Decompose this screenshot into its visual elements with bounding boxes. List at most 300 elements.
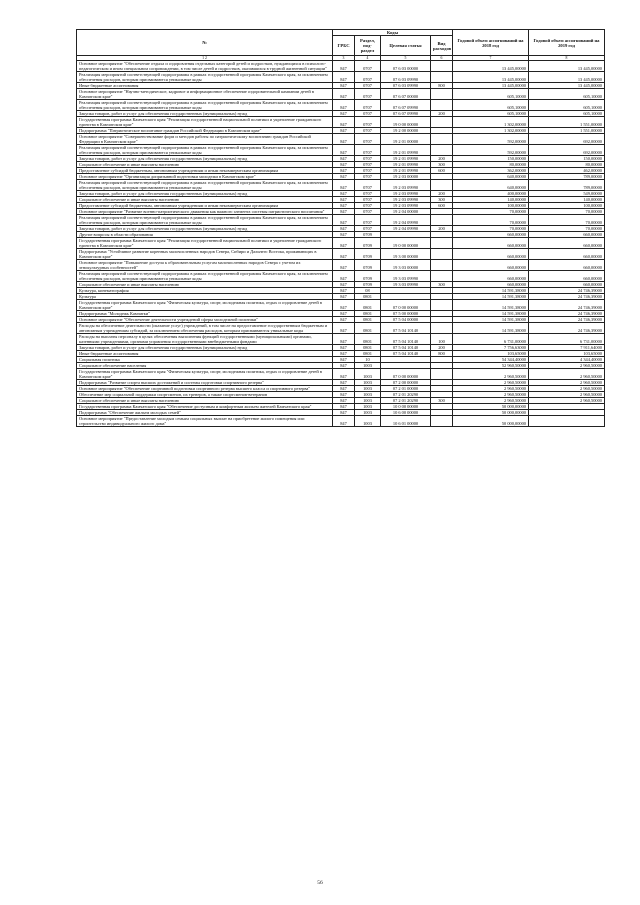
- cell-razdel: 1003: [355, 380, 381, 386]
- table-row: [77, 72, 605, 83]
- cell-amount-2018: 7 756,63000: [453, 345, 529, 351]
- cell-razdel: 0709: [355, 282, 381, 288]
- cell-amount-2018: 14 591,38000: [453, 300, 529, 311]
- cell-target-article: 07 5 04 10140: [381, 345, 431, 351]
- cell-target-article: 07 5 00 00000: [381, 311, 431, 317]
- table-row: [77, 271, 605, 282]
- cell-amount-2019: 692,00000: [529, 134, 605, 145]
- cell-amount-2019: 605,10000: [529, 111, 605, 117]
- table-row: [77, 89, 605, 100]
- cell-amount-2019: 150,00000: [529, 156, 605, 162]
- cell-expense-type: [431, 215, 453, 226]
- cell-expense-type: 300: [431, 162, 453, 168]
- cell-name: Социальное обеспечение и иные выплаты населению: [77, 282, 333, 288]
- cell-razdel: 1003: [355, 416, 381, 427]
- cell-grbs: 847: [333, 156, 355, 162]
- cell-expense-type: 200: [431, 345, 453, 351]
- index-cell: 1 2: [77, 56, 333, 61]
- header-number: №: [77, 30, 333, 56]
- cell-amount-2019: 2 960,50000: [529, 386, 605, 392]
- cell-target-article: 19 2 03 09990: [381, 180, 431, 191]
- cell-amount-2018: 14 591,38000: [453, 288, 529, 294]
- cell-target-article: 19 0 00 00000: [381, 238, 431, 249]
- cell-razdel: 0709: [355, 249, 381, 260]
- cell-razdel: 0707: [355, 111, 381, 117]
- cell-amount-2019: 660,00000: [529, 271, 605, 282]
- cell-amount-2019: 13 445,00000: [529, 83, 605, 89]
- cell-name: Подпрограмма "Обеспечение жильем молодых семей": [77, 410, 333, 416]
- table-row: [77, 226, 605, 232]
- cell-amount-2019: 660,00000: [529, 282, 605, 288]
- index-cell: 6: [431, 56, 453, 61]
- cell-grbs: 847: [333, 260, 355, 271]
- cell-amount-2019: 2 960,50000: [529, 369, 605, 380]
- cell-razdel: 0801: [355, 294, 381, 300]
- table-row: [77, 215, 605, 226]
- cell-name: Расходы на выплаты персоналу в целях обеспечения выполнения функций государственными (муниципальными) органами, казенными учреждениями, органами управления государственными внебюджетными фондами: [77, 334, 333, 345]
- cell-grbs: 847: [333, 145, 355, 156]
- cell-amount-2018: 640,00000: [453, 180, 529, 191]
- table-row: [77, 145, 605, 156]
- cell-target-article: 19 3 03 09990: [381, 271, 431, 282]
- cell-name: Реализация мероприятий соответствующей подпрограммы в рамках государственной программы Камчатского края, за исключением обеспечения расходов, которым присваиваются уникальные коды: [77, 72, 333, 83]
- cell-grbs: 847: [333, 203, 355, 209]
- cell-amount-2019: 70,00000: [529, 226, 605, 232]
- index-cell: 4: [355, 56, 381, 61]
- cell-amount-2018: 660,00000: [453, 260, 529, 271]
- cell-grbs: 847: [333, 61, 355, 72]
- cell-razdel: 0709: [355, 238, 381, 249]
- cell-grbs: 847: [333, 386, 355, 392]
- cell-amount-2019: 462,00000: [529, 168, 605, 174]
- cell-amount-2019: 13 445,00000: [529, 72, 605, 83]
- cell-amount-2019: 2 960,50000: [529, 363, 605, 369]
- cell-amount-2019: 660,00000: [529, 238, 605, 249]
- cell-amount-2018: 2 960,50000: [453, 380, 529, 386]
- cell-target-article: 19 2 01 09990: [381, 156, 431, 162]
- cell-razdel: 0801: [355, 300, 381, 311]
- cell-amount-2018: 2 960,50000: [453, 369, 529, 380]
- cell-razdel: 0707: [355, 89, 381, 100]
- header-2018: Годовой объем ассигнований на 2018 год: [453, 30, 529, 56]
- cell-grbs: 847: [333, 209, 355, 215]
- cell-razdel: 0707: [355, 209, 381, 215]
- cell-expense-type: 600: [431, 203, 453, 209]
- cell-name: Основное мероприятие "Совершенствование форм и методов работы по патриотическому воспитанию граждан Российской Федерации в Камчатском крае": [77, 134, 333, 145]
- table-row: [77, 345, 605, 351]
- table-row: [77, 134, 605, 145]
- cell-grbs: 847: [333, 191, 355, 197]
- cell-name: Основное мероприятие "Предоставление молодым семьям социальных выплат на приобретение жилого помещения или строительство индивидуального жилого дома": [77, 416, 333, 427]
- cell-razdel: 0707: [355, 128, 381, 134]
- cell-target-article: 19 2 01 09990: [381, 168, 431, 174]
- table-row: [77, 100, 605, 111]
- cell-name: Основное мероприятие "Развитие военно-патриотического движения как важного элемента системы патриотического воспитания": [77, 209, 333, 215]
- cell-name: Основное мероприятие "Организация допризывной подготовки молодежи в Камчатском крае": [77, 174, 333, 180]
- cell-expense-type: 200: [431, 226, 453, 232]
- cell-amount-2018: 54 344,40000: [453, 357, 529, 363]
- cell-amount-2019: 660,00000: [529, 249, 605, 260]
- cell-name: Социальное обеспечение и иные выплаты населению: [77, 197, 333, 203]
- cell-amount-2018: 103,65000: [453, 351, 529, 357]
- cell-razdel: 1003: [355, 386, 381, 392]
- cell-razdel: 1003: [355, 392, 381, 398]
- table-row: [77, 386, 605, 392]
- table-row: [77, 162, 605, 168]
- cell-target-article: 07 6 07 09990: [381, 100, 431, 111]
- cell-razdel: 0707: [355, 174, 381, 180]
- table-row: [77, 398, 605, 404]
- cell-amount-2019: 140,00000: [529, 197, 605, 203]
- cell-amount-2019: 605,10000: [529, 100, 605, 111]
- table-row: [77, 203, 605, 209]
- cell-expense-type: 300: [431, 398, 453, 404]
- cell-grbs: 847: [333, 168, 355, 174]
- cell-grbs: 847: [333, 249, 355, 260]
- cell-expense-type: [431, 416, 453, 427]
- cell-amount-2019: 24 746,39000: [529, 288, 605, 294]
- cell-target-article: 19 2 03 09990: [381, 191, 431, 197]
- cell-razdel: 0801: [355, 334, 381, 345]
- table-row: [77, 117, 605, 128]
- table-row: [77, 260, 605, 271]
- cell-razdel: 0707: [355, 197, 381, 203]
- cell-grbs: 847: [333, 392, 355, 398]
- cell-expense-type: [431, 117, 453, 128]
- cell-amount-2019: 13 445,00000: [529, 61, 605, 72]
- cell-expense-type: 200: [431, 111, 453, 117]
- cell-grbs: 847: [333, 345, 355, 351]
- cell-grbs: 847: [333, 111, 355, 117]
- cell-amount-2019: 103,65000: [529, 351, 605, 357]
- cell-amount-2019: 549,00000: [529, 191, 605, 197]
- cell-razdel: 0707: [355, 134, 381, 145]
- cell-target-article: 19 2 01 09990: [381, 162, 431, 168]
- cell-name: Основное мероприятие "Обеспечение спортивной подготовки спортивного резерва высшего класса и спортивного резерва": [77, 386, 333, 392]
- cell-target-article: 07 6 07 09990: [381, 111, 431, 117]
- cell-expense-type: [431, 260, 453, 271]
- cell-target-article: 07 2 00 00000: [381, 380, 431, 386]
- cell-amount-2019: 7 911,64000: [529, 345, 605, 351]
- cell-name: Социальное обеспечение и иные выплаты населению: [77, 398, 333, 404]
- cell-grbs: 847: [333, 174, 355, 180]
- cell-amount-2019: 24 746,39000: [529, 317, 605, 323]
- cell-amount-2018: 660,00000: [453, 238, 529, 249]
- cell-amount-2019: 24 746,39000: [529, 311, 605, 317]
- cell-grbs: 847: [333, 416, 355, 427]
- cell-grbs: 847: [333, 317, 355, 323]
- table-row: [77, 404, 605, 410]
- cell-grbs: 847: [333, 215, 355, 226]
- cell-grbs: 847: [333, 180, 355, 191]
- cell-target-article: 07 6 03 09990: [381, 83, 431, 89]
- cell-amount-2019: 2 960,50000: [529, 392, 605, 398]
- table-row: [77, 249, 605, 260]
- cell-grbs: 847: [333, 134, 355, 145]
- cell-name: Культура, кинематография: [77, 288, 333, 294]
- cell-amount-2019: 24 746,39000: [529, 294, 605, 300]
- cell-name: Закупка товаров, работ и услуг для обеспечения государственных (муниципальных) нужд: [77, 345, 333, 351]
- cell-razdel: 10: [355, 357, 381, 363]
- cell-name: Расходы на обеспечение деятельности (оказание услуг) учреждений, в том числе на предоставление государственным бюджетным и автономным учреждениям субсидий, за исключением обеспечения расходов, которым присваиваются уникальные коды: [77, 323, 333, 334]
- cell-grbs: 847: [333, 300, 355, 311]
- cell-name: Закупка товаров, работ и услуг для обеспечения государственных (муниципальных) нужд: [77, 226, 333, 232]
- cell-target-article: 07 0 00 00000: [381, 300, 431, 311]
- cell-razdel: 0709: [355, 232, 381, 238]
- cell-razdel: 0801: [355, 311, 381, 317]
- cell-amount-2018: 605,10000: [453, 111, 529, 117]
- cell-target-article: 07 5 04 10140: [381, 323, 431, 334]
- cell-expense-type: [431, 369, 453, 380]
- cell-name: Реализация мероприятий соответствующей подпрограммы в рамках государственной программы Камчатского края, за исключением обеспечения расходов, которым присваиваются уникальные коды: [77, 100, 333, 111]
- cell-expense-type: 300: [431, 197, 453, 203]
- cell-target-article: 07 6 03 00000: [381, 61, 431, 72]
- cell-target-article: 07 5 04 10140: [381, 334, 431, 345]
- cell-amount-2019: 660,00000: [529, 232, 605, 238]
- cell-amount-2019: 605,10000: [529, 89, 605, 100]
- table-body: [77, 56, 605, 427]
- cell-razdel: 0801: [355, 351, 381, 357]
- header-razdel: Раздел, под-раздел: [355, 36, 381, 56]
- cell-amount-2018: 2 960,50000: [453, 392, 529, 398]
- cell-target-article: 07 2 01 20290: [381, 392, 431, 398]
- cell-name: Основное мероприятие "Обеспечение отдыха и оздоровления отдельных категорий детей и подростков, нуждающихся в психолого-педагогическом и ином специальном сопровождении, в том числе детей и подростков, оказавшихся в трудной жизненной ситуации": [77, 61, 333, 72]
- cell-amount-2018: 400,00000: [453, 191, 529, 197]
- cell-amount-2018: 150,00000: [453, 156, 529, 162]
- cell-amount-2018: 2 960,50000: [453, 398, 529, 404]
- cell-amount-2018: 14 591,38000: [453, 323, 529, 334]
- cell-name: Основное мероприятие "Повышение доступа к образовательным услугам малочисленных народов Севера с учетом их этнокультурных особенностей": [77, 260, 333, 271]
- cell-amount-2019: 100,00000: [529, 203, 605, 209]
- cell-grbs: 847: [333, 282, 355, 288]
- cell-name: Социальное обеспечение населения: [77, 363, 333, 369]
- cell-grbs: 847: [333, 232, 355, 238]
- table-row: [77, 168, 605, 174]
- cell-target-article: 07 5 04 10140: [381, 351, 431, 357]
- cell-amount-2018: 50 000,00000: [453, 404, 529, 410]
- cell-target-article: 19 2 04 00000: [381, 209, 431, 215]
- header-2019: Годовой объем ассигнований на 2019 год: [529, 30, 605, 56]
- cell-name: Культура: [77, 294, 333, 300]
- table-row: [77, 410, 605, 416]
- cell-name: Реализация мероприятий соответствующей подпрограммы в рамках государственной программы Камчатского края, за исключением обеспечения расходов, которым присваиваются уникальные коды: [77, 180, 333, 191]
- cell-target-article: 10 0 00 00000: [381, 404, 431, 410]
- cell-name: Реализация мероприятий соответствующей подпрограммы в рамках государственной программы Камчатского края, за исключением обеспечения расходов, которым присваиваются уникальные коды: [77, 215, 333, 226]
- cell-name: Подпрограмма "Устойчивое развитие коренных малочисленных народов Севера, Сибири и Дальнего Востока, проживающих в Камчатском крае": [77, 249, 333, 260]
- cell-name: Реализация мероприятий соответствующей подпрограммы в рамках государственной программы Камчатского края, за исключением обеспечения расходов, которым присваиваются уникальные коды: [77, 145, 333, 156]
- cell-grbs: 847: [333, 369, 355, 380]
- cell-amount-2018: 640,00000: [453, 174, 529, 180]
- cell-amount-2018: 14 591,38000: [453, 317, 529, 323]
- cell-amount-2018: 660,00000: [453, 249, 529, 260]
- cell-grbs: 847: [333, 162, 355, 168]
- cell-amount-2018: 660,00000: [453, 282, 529, 288]
- cell-amount-2018: 100,00000: [453, 203, 529, 209]
- cell-name: Подпрограмма "Молодежь Камчатки": [77, 311, 333, 317]
- header-grbs: ГРБС: [333, 36, 355, 56]
- cell-amount-2018: 14 591,38000: [453, 311, 529, 317]
- cell-grbs: 847: [333, 410, 355, 416]
- table-row: [77, 174, 605, 180]
- cell-amount-2019: 1 551,00000: [529, 117, 605, 128]
- cell-razdel: 0707: [355, 61, 381, 72]
- cell-grbs: 847: [333, 357, 355, 363]
- cell-name: Другие вопросы в области образования: [77, 232, 333, 238]
- cell-expense-type: 300: [431, 282, 453, 288]
- cell-expense-type: [431, 238, 453, 249]
- cell-amount-2018: 605,10000: [453, 100, 529, 111]
- cell-grbs: 847: [333, 100, 355, 111]
- cell-name: Социальное обеспечение и иные выплаты населению: [77, 162, 333, 168]
- cell-expense-type: 800: [431, 83, 453, 89]
- cell-grbs: 847: [333, 72, 355, 83]
- cell-expense-type: 200: [431, 191, 453, 197]
- cell-target-article: 10 6 00 00000: [381, 410, 431, 416]
- cell-amount-2018: 6 731,00000: [453, 334, 529, 345]
- table-row: [77, 300, 605, 311]
- cell-amount-2018: 70,00000: [453, 226, 529, 232]
- table-row: [77, 317, 605, 323]
- cell-target-article: 07 6 07 00000: [381, 89, 431, 100]
- cell-grbs: 847: [333, 89, 355, 100]
- cell-name: Государственная программа Камчатского края "Физическая культура, спорт, молодежная политика, отдых и оздоровление детей в Камчатском крае": [77, 369, 333, 380]
- cell-razdel: 0707: [355, 191, 381, 197]
- cell-expense-type: [431, 100, 453, 111]
- cell-target-article: 07 2 01 00000: [381, 386, 431, 392]
- cell-expense-type: [431, 300, 453, 311]
- cell-razdel: 1003: [355, 369, 381, 380]
- cell-name: Социальная политика: [77, 357, 333, 363]
- table-row: [77, 111, 605, 117]
- cell-amount-2019: 789,00000: [529, 180, 605, 191]
- cell-grbs: 847: [333, 323, 355, 334]
- cell-amount-2018: 660,00000: [453, 271, 529, 282]
- cell-grbs: 847: [333, 311, 355, 317]
- cell-amount-2019: 2 960,50000: [529, 380, 605, 386]
- cell-razdel: 0709: [355, 271, 381, 282]
- cell-expense-type: 600: [431, 168, 453, 174]
- cell-razdel: 1003: [355, 363, 381, 369]
- cell-amount-2019: 6 731,00000: [529, 334, 605, 345]
- cell-expense-type: 100: [431, 334, 453, 345]
- cell-expense-type: [431, 145, 453, 156]
- header-expense-type: Вид расходов: [431, 36, 453, 56]
- cell-target-article: 07 5 04 00000: [381, 317, 431, 323]
- cell-razdel: 0707: [355, 145, 381, 156]
- cell-name: Закупка товаров, работ и услуг для обеспечения государственных (муниципальных) нужд: [77, 111, 333, 117]
- cell-amount-2018: 50 000,00000: [453, 410, 529, 416]
- cell-target-article: 19 2 04 09990: [381, 226, 431, 232]
- cell-amount-2019: 789,00000: [529, 174, 605, 180]
- cell-amount-2019: 24 746,39000: [529, 323, 605, 334]
- cell-target-article: 19 3 00 00000: [381, 249, 431, 260]
- cell-amount-2018: 592,00000: [453, 145, 529, 156]
- cell-name: Закупка товаров, работ и услуг для обеспечения государственных (муниципальных) нужд: [77, 156, 333, 162]
- cell-grbs: 847: [333, 294, 355, 300]
- cell-grbs: 847: [333, 271, 355, 282]
- cell-razdel: 0707: [355, 168, 381, 174]
- table-row: [77, 209, 605, 215]
- cell-name: Иные бюджетные ассигнования: [77, 83, 333, 89]
- cell-expense-type: 800: [431, 351, 453, 357]
- cell-expense-type: 200: [431, 156, 453, 162]
- table-row: [77, 416, 605, 427]
- cell-amount-2018: 660,00000: [453, 232, 529, 238]
- cell-amount-2019: 2 960,50000: [529, 398, 605, 404]
- table-row: [77, 156, 605, 162]
- cell-amount-2019: 24 746,39000: [529, 300, 605, 311]
- cell-razdel: 0801: [355, 317, 381, 323]
- cell-amount-2018: 605,10000: [453, 89, 529, 100]
- cell-razdel: 1003: [355, 404, 381, 410]
- table-row: [77, 197, 605, 203]
- cell-grbs: 847: [333, 380, 355, 386]
- cell-amount-2018: 50 000,00000: [453, 416, 529, 427]
- cell-target-article: 07 2 01 20290: [381, 398, 431, 404]
- header-target-article: Целевая статья: [381, 36, 431, 56]
- index-cell: 8: [529, 56, 605, 61]
- cell-amount-2018: 13 445,00000: [453, 83, 529, 89]
- cell-amount-2018: 70,00000: [453, 209, 529, 215]
- cell-name: Основное мероприятие "Обеспечение деятельности учреждений сферы молодежной политики": [77, 317, 333, 323]
- cell-target-article: 19 2 04 09990: [381, 215, 431, 226]
- cell-razdel: 1003: [355, 410, 381, 416]
- cell-razdel: 08: [355, 288, 381, 294]
- cell-amount-2019: 70,00000: [529, 215, 605, 226]
- cell-grbs: 847: [333, 197, 355, 203]
- cell-razdel: 0707: [355, 72, 381, 83]
- table-row: [77, 61, 605, 72]
- cell-amount-2019: [529, 416, 605, 427]
- cell-amount-2018: 592,00000: [453, 134, 529, 145]
- cell-name: Государственная программа Камчатского края "Реализация государственной национальной политики и укрепление гражданского единства в Камчатском крае": [77, 238, 333, 249]
- cell-razdel: 0707: [355, 226, 381, 232]
- cell-target-article: 19 2 03 09990: [381, 203, 431, 209]
- index-cell: 7: [453, 56, 529, 61]
- cell-target-article: 19 2 03 09990: [381, 197, 431, 203]
- cell-amount-2018: 140,00000: [453, 197, 529, 203]
- cell-grbs: 847: [333, 398, 355, 404]
- cell-razdel: 0707: [355, 83, 381, 89]
- cell-amount-2018: 80,00000: [453, 162, 529, 168]
- cell-amount-2018: 52 960,50000: [453, 363, 529, 369]
- cell-name: Предоставление субсидий бюджетным, автономным учреждениям и иным некоммерческим организациям: [77, 168, 333, 174]
- cell-target-article: 19 3 03 09990: [381, 282, 431, 288]
- cell-amount-2018: 14 591,38000: [453, 294, 529, 300]
- cell-name: Подпрограмма "Патриотическое воспитание граждан Российской Федерации в Камчатском крае": [77, 128, 333, 134]
- cell-name: Иные бюджетные ассигнования: [77, 351, 333, 357]
- index-cell: 3: [333, 56, 355, 61]
- cell-razdel: 0707: [355, 117, 381, 128]
- budget-table: [76, 29, 605, 427]
- cell-name: Предоставление субсидий бюджетным, автономным учреждениям и иным некоммерческим организациям: [77, 203, 333, 209]
- cell-target-article: 19 3 03 00000: [381, 260, 431, 271]
- cell-grbs: 847: [333, 83, 355, 89]
- cell-amount-2018: 70,00000: [453, 215, 529, 226]
- cell-target-article: 19 2 01 09990: [381, 145, 431, 156]
- cell-razdel: 1003: [355, 398, 381, 404]
- cell-razdel: 0707: [355, 203, 381, 209]
- table-row: [77, 392, 605, 398]
- cell-razdel: 0801: [355, 345, 381, 351]
- cell-grbs: 847: [333, 363, 355, 369]
- cell-amount-2019: 692,00000: [529, 145, 605, 156]
- cell-grbs: 847: [333, 351, 355, 357]
- cell-grbs: 847: [333, 128, 355, 134]
- cell-amount-2018: 1 302,00000: [453, 128, 529, 134]
- cell-amount-2019: 1 551,00000: [529, 128, 605, 134]
- cell-name: Обеспечение мер социальной поддержки спортсменов, их тренеров, а также спортсменов-ветеранов: [77, 392, 333, 398]
